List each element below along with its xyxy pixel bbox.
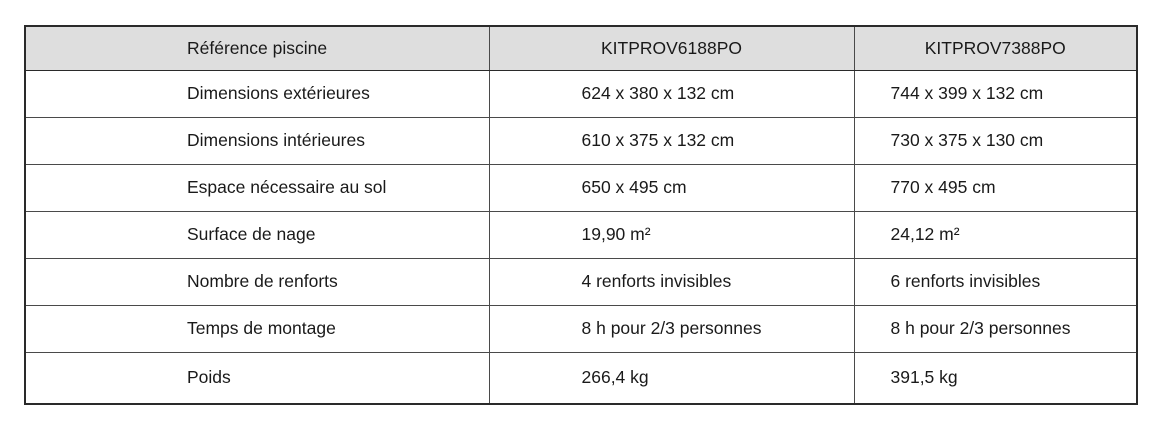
row-label: Temps de montage <box>25 305 489 352</box>
table-row-floor-space <box>25 164 1137 211</box>
row-value-model-1: 19,90 m² <box>489 211 854 258</box>
row-value-model-2: 24,12 m² <box>854 211 1137 258</box>
table-row-exterior-dimensions <box>25 70 1137 117</box>
row-value-model-1: 4 renforts invisibles <box>489 258 854 305</box>
row-label: Dimensions extérieures <box>25 70 489 117</box>
row-label: Surface de nage <box>25 211 489 258</box>
row-value-model-2: 391,5 kg <box>890 367 958 388</box>
row-label: Espace nécessaire au sol <box>25 164 489 211</box>
row-label: Poids <box>25 352 489 404</box>
table-row-assembly-time <box>25 305 1137 352</box>
table-row-reinforcements <box>25 258 1137 305</box>
row-value-model-2: 730 x 375 x 130 cm <box>854 117 1137 164</box>
row-value-model-2: 8 h pour 2/3 personnes <box>854 305 1137 352</box>
header-model-1: KITPROV6188PO <box>489 26 854 70</box>
row-value-model-1: 8 h pour 2/3 personnes <box>489 305 854 352</box>
row-value-model-1: 610 x 375 x 132 cm <box>489 117 854 164</box>
row-value-model-2: 6 renforts invisibles <box>854 258 1137 305</box>
header-model-2: KITPROV7388PO <box>854 26 1137 70</box>
row-label: Nombre de renforts <box>25 258 489 305</box>
table-row-weight <box>25 352 1137 404</box>
table-header-row <box>25 26 1137 70</box>
row-value-model-1: 266,4 kg <box>489 352 854 404</box>
row-label: Dimensions intérieures <box>25 117 489 164</box>
table-row-interior-dimensions <box>25 117 1137 164</box>
table-row-swim-surface <box>25 211 1137 258</box>
pool-spec-table <box>24 25 1138 405</box>
row-value-model-1: 650 x 495 cm <box>489 164 854 211</box>
row-value-model-2: 770 x 495 cm <box>854 164 1137 211</box>
row-value-model-2: 744 x 399 x 132 cm <box>854 70 1137 117</box>
header-reference-label: Référence piscine <box>25 26 489 70</box>
row-value-model-1: 624 x 380 x 132 cm <box>489 70 854 117</box>
